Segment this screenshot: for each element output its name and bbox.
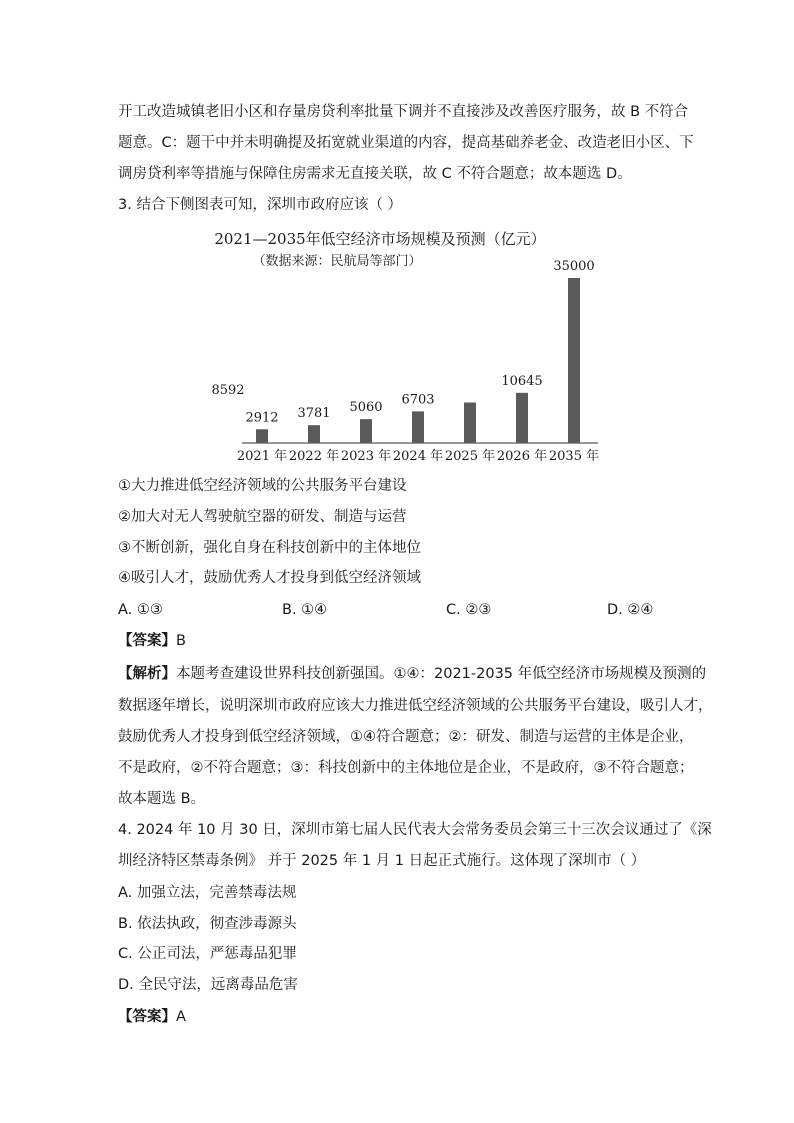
q4-option-d: D. 全民守法，远离毒品危害 [118, 977, 298, 993]
q2-text-line-3: 调房贷利率等措施与保障住房需求无直接关联，故 C 不符合题意；故本题选 D。 [118, 166, 632, 182]
q3-analysis-text-1: 本题考查建设世界科技创新强国。①④：2021-2035 年低空经济市场规模及预测的 [176, 666, 707, 682]
q4-option-b: B. 依法执政，彻查涉毒源头 [118, 916, 297, 932]
data-label-6: 35000 [553, 259, 595, 274]
bar-2 [360, 419, 372, 443]
x-tick-label-0: 2021 年 [236, 449, 288, 464]
data-label-4: 8592 [211, 383, 245, 398]
q3-option-c: C. ②③ [446, 602, 492, 618]
q3-option-d: D. ②④ [607, 602, 654, 618]
q3-analysis-line-4: 不是政府，②不符合题意；③：科技创新中的主体地位是企业，不是政府，③不符合题意； [118, 760, 694, 776]
data-label-3: 6703 [401, 392, 435, 408]
q2-text-line-1: 开工改造城镇老旧小区和存量房贷利率批量下调并不直接涉及改善医疗服务，故 B 不符合 [118, 104, 689, 120]
bar-5 [516, 393, 528, 443]
bar-6 [568, 278, 580, 443]
chart-subtitle: （数据来源：民航局等部门） [252, 254, 422, 269]
q4-stem-line-2: 圳经济特区禁毒条例》 并于 2025 年 1 月 1 日起正式施行。这体现了深圳市（ ） [118, 853, 646, 869]
q4-answer-value: A [176, 1009, 186, 1025]
q3-statement-4: ④吸引人才，鼓励优秀人才投身到低空经济领域 [118, 570, 421, 586]
q3-statement-2: ②加大对无人驾驶航空器的研发、制造与运营 [118, 509, 407, 525]
data-label-5: 10645 [501, 373, 543, 389]
q3-analysis-label: 【解析】 [118, 666, 176, 682]
q4-answer [118, 1007, 186, 1027]
q3-analysis-line-3: 鼓励优秀人才投身到低空经济领域，①④符合题意；②：研发、制造与运营的主体是企业， [118, 729, 694, 745]
q3-answer [118, 631, 186, 651]
x-tick-label-1: 2022 年 [288, 449, 340, 464]
market-size-chart [200, 222, 620, 472]
x-tick-label-2: 2023 年 [340, 449, 392, 464]
q3-statement-1: ①大力推进低空经济领域的公共服务平台建设 [118, 478, 407, 494]
data-label-1: 3781 [297, 406, 331, 422]
q4-answer-label: 【答案】 [118, 1009, 176, 1025]
q3-analysis-line-1 [118, 664, 706, 684]
x-tick-label-6: 2035 年 [548, 449, 600, 464]
q3-answer-label: 【答案】 [118, 633, 176, 649]
data-label-2: 5060 [349, 400, 383, 416]
q4-option-c: C. 公正司法，严惩毒品犯罪 [118, 946, 297, 962]
bar-0 [256, 429, 268, 443]
chart-title: 2021—2035年低空经济市场规模及预测（亿元） [214, 230, 546, 248]
q3-answer-value: B [176, 633, 186, 649]
q4-option-a: A. 加强立法，完善禁毒法规 [118, 885, 297, 901]
q3-stem: 3. 结合下侧图表可知，深圳市政府应该（ ） [118, 197, 403, 213]
q2-text-line-2: 题意。C：题干中并未明确提及拓宽就业渠道的内容，提高基础养老金、改造老旧小区、下 [118, 135, 694, 151]
bar-1 [308, 425, 320, 443]
bar-3 [412, 411, 424, 443]
q3-option-a: A. ①③ [118, 602, 163, 618]
x-tick-label-5: 2026 年 [496, 449, 548, 464]
x-tick-label-4: 2025 年 [444, 449, 496, 464]
data-label-0: 2912 [245, 410, 279, 426]
bar-4 [464, 402, 476, 443]
x-tick-label-3: 2024 年 [392, 449, 444, 464]
q3-option-b: B. ①④ [282, 602, 328, 618]
q3-analysis-line-5: 故本题选 B。 [118, 791, 206, 807]
q4-stem-line-1: 4. 2024 年 10 月 30 日，深圳市第七届人民代表大会常务委员会第三十三次会议通过了《深 [118, 822, 712, 838]
q3-statement-3: ③不断创新，强化自身在科技创新中的主体地位 [118, 540, 421, 556]
q3-analysis-line-2: 数据逐年增长，说明深圳市政府应该大力推进低空经济领域的公共服务平台建设，吸引人才， [118, 698, 713, 714]
